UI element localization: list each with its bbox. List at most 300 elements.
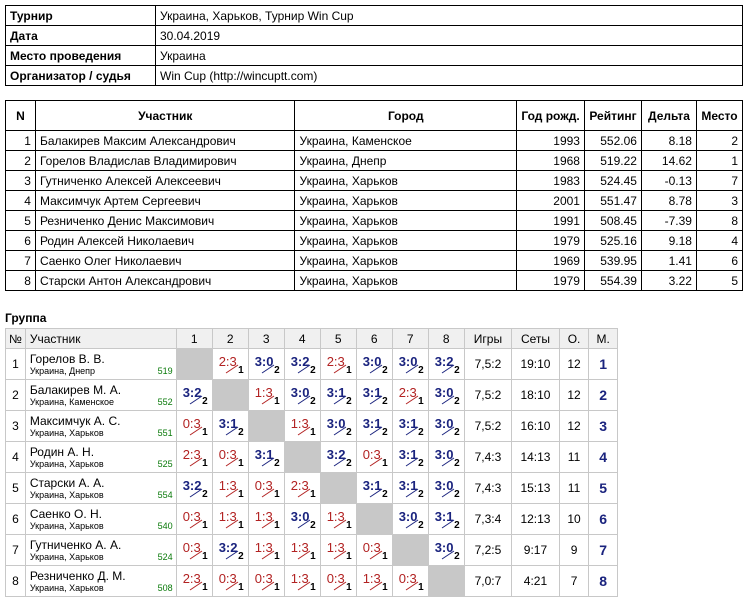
- group-player-rating: 519: [157, 365, 173, 376]
- group-player-name: Родин А. Н.: [29, 444, 95, 459]
- match-points: 1: [274, 551, 280, 562]
- match-result: [393, 411, 428, 441]
- group-points: 11: [559, 473, 589, 504]
- match-result-cell: [176, 566, 212, 597]
- match-points: 2: [346, 396, 352, 407]
- group-header-col-2: 2: [212, 329, 248, 349]
- match-result-cell: [212, 473, 248, 504]
- participant-birth-year: 1979: [517, 231, 585, 251]
- match-result-cell: [428, 473, 464, 504]
- group-header-col-3: 3: [248, 329, 284, 349]
- match-result-cell: [356, 535, 392, 566]
- group-player-info: [30, 583, 173, 594]
- match-points: 1: [202, 551, 208, 562]
- group-player-city: Украина, Харьков: [29, 489, 104, 500]
- match-result: [177, 473, 212, 503]
- match-score: 3:0: [434, 385, 454, 400]
- group-header-points: О.: [559, 329, 589, 349]
- match-result-cell: [356, 566, 392, 597]
- match-points: 1: [418, 396, 424, 407]
- participant-number: 5: [6, 211, 36, 231]
- match-score: 0:3: [398, 571, 417, 586]
- match-result-cell: [248, 504, 284, 535]
- match-result-cell: [284, 473, 320, 504]
- match-result: [393, 504, 428, 534]
- match-score: 3:1: [254, 447, 274, 462]
- match-result: [213, 349, 248, 379]
- match-points: 2: [382, 489, 388, 500]
- match-result-cell: [428, 411, 464, 442]
- group-diagonal-cell: [356, 504, 392, 535]
- group-player-rating: 508: [157, 582, 173, 593]
- group-player-info: [30, 521, 173, 532]
- participant-rating: 525.16: [584, 231, 641, 251]
- match-result-cell: [248, 473, 284, 504]
- match-score: 1:3: [362, 571, 381, 586]
- match-result: [177, 566, 212, 596]
- match-points: 2: [418, 365, 424, 376]
- group-player-rating: 524: [157, 551, 173, 562]
- group-player-rating: 554: [157, 489, 173, 500]
- match-points: 1: [346, 551, 352, 562]
- participant-row: [6, 211, 743, 231]
- group-place: 8: [589, 566, 618, 597]
- group-title: Группа: [5, 311, 47, 325]
- match-points: 1: [310, 489, 316, 500]
- match-points: 1: [346, 365, 352, 376]
- match-points: 2: [418, 427, 424, 438]
- match-result: [249, 380, 284, 410]
- group-player-rating: 551: [157, 427, 173, 438]
- match-score: 3:0: [326, 416, 346, 431]
- group-player-name: Гутниченко А. А.: [29, 537, 122, 552]
- match-points: 1: [202, 520, 208, 531]
- participant-name: Гутниченко Алексей Алексеевич: [35, 171, 295, 191]
- participant-birth-year: 1969: [517, 251, 585, 271]
- group-diagonal-cell: [392, 535, 428, 566]
- participant-city: Украина, Харьков: [295, 251, 517, 271]
- match-points: 2: [454, 427, 460, 438]
- participant-city: Украина, Харьков: [295, 271, 517, 291]
- group-player-name: Балакирев М. А.: [29, 382, 122, 397]
- match-points: 1: [310, 427, 316, 438]
- participant-birth-year: 2001: [517, 191, 585, 211]
- match-score: 3:2: [290, 354, 310, 369]
- group-points: 12: [559, 411, 589, 442]
- info-row-date: [6, 26, 743, 46]
- info-label: Место проведения: [6, 46, 156, 66]
- header-city: Город: [295, 101, 517, 131]
- group-header-number: №: [6, 329, 26, 349]
- match-score: 1:3: [290, 540, 309, 555]
- match-score: 3:0: [398, 509, 418, 524]
- participant-rating: 539.95: [584, 251, 641, 271]
- match-score: 3:0: [434, 447, 454, 462]
- group-player-name: Горелов В. В.: [29, 351, 105, 366]
- group-player-info: [30, 428, 173, 439]
- match-result-cell: [248, 535, 284, 566]
- info-row-organizer: [6, 66, 743, 86]
- group-games: 7,2:5: [464, 535, 512, 566]
- group-games: 7,4:3: [464, 442, 512, 473]
- participant-birth-year: 1983: [517, 171, 585, 191]
- match-result-cell: [428, 442, 464, 473]
- group-header-col-7: 7: [392, 329, 428, 349]
- match-score: 3:1: [362, 478, 382, 493]
- match-result: [357, 442, 392, 472]
- group-player-name: Максимчук А. С.: [29, 413, 121, 428]
- match-result-cell: [284, 411, 320, 442]
- match-score: 3:2: [182, 478, 202, 493]
- match-score: 3:0: [434, 416, 454, 431]
- group-header-sets: Сеты: [512, 329, 560, 349]
- group-player: [25, 535, 176, 566]
- match-result: [393, 349, 428, 379]
- match-score: 3:0: [290, 509, 310, 524]
- match-result-cell: [176, 380, 212, 411]
- match-result: [177, 380, 212, 410]
- match-result: [321, 504, 356, 534]
- match-points: 2: [454, 520, 460, 531]
- participant-name: Родин Алексей Николаевич: [35, 231, 295, 251]
- participant-name: Максимчук Артем Сергеевич: [35, 191, 295, 211]
- match-result-cell: [428, 535, 464, 566]
- match-score: 0:3: [362, 447, 381, 462]
- group-player-city: Украина, Харьков: [29, 427, 104, 438]
- match-result-cell: [176, 504, 212, 535]
- match-result: [321, 566, 356, 596]
- match-result: [285, 380, 320, 410]
- match-result-cell: [392, 349, 428, 380]
- group-player-rating: 525: [157, 458, 173, 469]
- match-score: 1:3: [218, 509, 237, 524]
- match-points: 1: [202, 458, 208, 469]
- group-sets: 12:13: [512, 504, 560, 535]
- participant-rating: 551.47: [584, 191, 641, 211]
- match-points: 2: [418, 458, 424, 469]
- group-player-name: Саенко О. Н.: [29, 506, 102, 521]
- match-score: 2:3: [218, 354, 237, 369]
- match-score: 3:2: [182, 385, 202, 400]
- group-header-col-1: 1: [176, 329, 212, 349]
- match-score: 1:3: [290, 416, 309, 431]
- group-games: 7,3:4: [464, 504, 512, 535]
- header-delta: Дельта: [641, 101, 696, 131]
- group-sets: 16:10: [512, 411, 560, 442]
- group-diagonal-cell: [176, 349, 212, 380]
- group-row: [6, 566, 618, 597]
- match-result-cell: [284, 380, 320, 411]
- group-player-city: Украина, Харьков: [29, 520, 104, 531]
- match-result-cell: [392, 411, 428, 442]
- tournament-info-table: [5, 5, 743, 86]
- match-result: [285, 504, 320, 534]
- match-result-cell: [356, 442, 392, 473]
- match-result-cell: [248, 380, 284, 411]
- participant-row: [6, 151, 743, 171]
- group-body: [6, 349, 618, 597]
- match-result: [429, 442, 464, 472]
- match-result-cell: [176, 473, 212, 504]
- group-place: 4: [589, 442, 618, 473]
- match-points: 2: [418, 489, 424, 500]
- match-score: 3:1: [326, 385, 346, 400]
- info-value: 30.04.2019: [156, 26, 743, 46]
- match-points: 2: [382, 427, 388, 438]
- match-score: 3:0: [398, 354, 418, 369]
- participant-place: 1: [696, 151, 742, 171]
- match-result: [249, 566, 284, 596]
- group-diagonal-cell: [428, 566, 464, 597]
- participant-number: 8: [6, 271, 36, 291]
- participants-body: [6, 131, 743, 291]
- info-value: Украина: [156, 46, 743, 66]
- match-result-cell: [392, 380, 428, 411]
- group-points: 12: [559, 380, 589, 411]
- match-result-cell: [428, 380, 464, 411]
- group-diagonal-cell: [320, 473, 356, 504]
- header-number: N: [6, 101, 36, 131]
- match-result: [393, 473, 428, 503]
- match-result: [393, 566, 428, 596]
- match-result-cell: [212, 411, 248, 442]
- match-score: 0:3: [182, 540, 201, 555]
- match-result: [321, 535, 356, 565]
- header-birth-year: Год рожд.: [517, 101, 585, 131]
- participant-name: Резниченко Денис Максимович: [35, 211, 295, 231]
- match-result: [177, 442, 212, 472]
- group-header-col-8: 8: [428, 329, 464, 349]
- group-player-info: [30, 459, 173, 470]
- match-points: 2: [238, 551, 244, 562]
- group-place: 5: [589, 473, 618, 504]
- match-result: [429, 411, 464, 441]
- match-result-cell: [248, 349, 284, 380]
- group-diagonal-cell: [248, 411, 284, 442]
- match-result: [249, 535, 284, 565]
- group-player-info: [30, 490, 173, 501]
- group-place: 1: [589, 349, 618, 380]
- group-row-number: 2: [6, 380, 26, 411]
- participant-city: Украина, Днепр: [295, 151, 517, 171]
- match-score: 3:0: [434, 540, 454, 555]
- participant-number: 7: [6, 251, 36, 271]
- match-score: 0:3: [182, 416, 201, 431]
- group-player-city: Украина, Харьков: [29, 582, 104, 593]
- match-result-cell: [428, 504, 464, 535]
- participant-place: 7: [696, 171, 742, 191]
- match-result: [393, 380, 428, 410]
- group-player: [25, 442, 176, 473]
- participant-delta: -7.39: [641, 211, 696, 231]
- match-result-cell: [284, 535, 320, 566]
- match-result-cell: [356, 380, 392, 411]
- participant-birth-year: 1979: [517, 271, 585, 291]
- match-result: [429, 380, 464, 410]
- match-score: 3:2: [434, 354, 454, 369]
- participant-city: Украина, Харьков: [295, 211, 517, 231]
- info-value: Украина, Харьков, Турнир Win Cup: [156, 6, 743, 26]
- match-result: [285, 535, 320, 565]
- header-participant: Участник: [35, 101, 295, 131]
- group-player-city: Украина, Днепр: [29, 365, 96, 376]
- participant-place: 3: [696, 191, 742, 211]
- match-score: 1:3: [254, 509, 273, 524]
- participant-rating: 552.06: [584, 131, 641, 151]
- match-points: 2: [346, 427, 352, 438]
- match-points: 1: [310, 582, 316, 593]
- group-points: 11: [559, 442, 589, 473]
- match-result: [429, 473, 464, 503]
- match-result-cell: [356, 473, 392, 504]
- group-diagonal-cell: [284, 442, 320, 473]
- group-games: 7,5:2: [464, 411, 512, 442]
- participant-place: 2: [696, 131, 742, 151]
- match-score: 0:3: [326, 571, 345, 586]
- match-result-cell: [248, 442, 284, 473]
- group-header-col-4: 4: [284, 329, 320, 349]
- participant-row: [6, 131, 743, 151]
- participants-table: [5, 100, 743, 291]
- match-points: 1: [202, 582, 208, 593]
- group-sets: 18:10: [512, 380, 560, 411]
- participant-number: 3: [6, 171, 36, 191]
- match-points: 2: [202, 489, 208, 500]
- match-result: [213, 535, 248, 565]
- match-points: 1: [382, 582, 388, 593]
- group-row: [6, 473, 618, 504]
- group-header-participant: Участник: [25, 329, 176, 349]
- match-result-cell: [392, 442, 428, 473]
- match-result: [357, 566, 392, 596]
- match-points: 1: [274, 396, 280, 407]
- group-row: [6, 380, 618, 411]
- match-result-cell: [356, 349, 392, 380]
- match-result: [357, 349, 392, 379]
- group-row-number: 1: [6, 349, 26, 380]
- match-points: 2: [454, 365, 460, 376]
- match-points: 1: [382, 458, 388, 469]
- group-row: [6, 442, 618, 473]
- group-sets: 9:17: [512, 535, 560, 566]
- participant-name: Балакирев Максим Александрович: [35, 131, 295, 151]
- group-header-place: М.: [589, 329, 618, 349]
- match-points: 2: [274, 365, 280, 376]
- group-games: 7,4:3: [464, 473, 512, 504]
- match-score: 3:2: [326, 447, 346, 462]
- group-player-rating: 540: [157, 520, 173, 531]
- match-score: 3:2: [218, 540, 238, 555]
- match-result-cell: [428, 349, 464, 380]
- match-result: [357, 473, 392, 503]
- participant-row: [6, 191, 743, 211]
- match-points: 2: [310, 365, 316, 376]
- match-result: [249, 442, 284, 472]
- match-result: [429, 349, 464, 379]
- match-points: 1: [238, 582, 244, 593]
- participant-delta: 1.41: [641, 251, 696, 271]
- participant-rating: 524.45: [584, 171, 641, 191]
- group-row-number: 8: [6, 566, 26, 597]
- match-score: 3:1: [398, 447, 418, 462]
- group-player-city: Украина, Харьков: [29, 458, 104, 469]
- match-score: 2:3: [182, 571, 201, 586]
- group-player-city: Украина, Каменское: [29, 396, 115, 407]
- participant-city: Украина, Харьков: [295, 191, 517, 211]
- match-result: [321, 442, 356, 472]
- group-row-number: 6: [6, 504, 26, 535]
- match-result-cell: [284, 349, 320, 380]
- group-player-city: Украина, Харьков: [29, 551, 104, 562]
- group-place: 2: [589, 380, 618, 411]
- group-player-info: [30, 397, 173, 408]
- match-score: 0:3: [218, 571, 237, 586]
- match-result-cell: [356, 411, 392, 442]
- match-points: 2: [454, 489, 460, 500]
- match-result: [285, 411, 320, 441]
- participant-row: [6, 231, 743, 251]
- participant-name: Саенко Олег Николаевич: [35, 251, 295, 271]
- match-points: 1: [346, 582, 352, 593]
- match-points: 2: [454, 396, 460, 407]
- participant-place: 8: [696, 211, 742, 231]
- participant-rating: 519.22: [584, 151, 641, 171]
- match-result-cell: [320, 535, 356, 566]
- group-place: 6: [589, 504, 618, 535]
- match-result: [357, 380, 392, 410]
- participant-place: 4: [696, 231, 742, 251]
- match-result-cell: [320, 411, 356, 442]
- participant-rating: 554.39: [584, 271, 641, 291]
- match-score: 0:3: [254, 478, 273, 493]
- match-result: [321, 349, 356, 379]
- match-result: [357, 411, 392, 441]
- group-sets: 4:21: [512, 566, 560, 597]
- match-score: 3:0: [362, 354, 382, 369]
- match-result: [429, 504, 464, 534]
- match-score: 2:3: [326, 354, 345, 369]
- match-result-cell: [176, 535, 212, 566]
- match-points: 1: [382, 551, 388, 562]
- match-result-cell: [284, 504, 320, 535]
- group-place: 3: [589, 411, 618, 442]
- group-games: 7,5:2: [464, 349, 512, 380]
- match-score: 0:3: [218, 447, 237, 462]
- match-score: 3:0: [434, 478, 454, 493]
- match-result-cell: [212, 504, 248, 535]
- group-player: [25, 349, 176, 380]
- participant-birth-year: 1991: [517, 211, 585, 231]
- match-result-cell: [248, 566, 284, 597]
- header-place: Место: [696, 101, 742, 131]
- match-result: [213, 473, 248, 503]
- match-score: 0:3: [182, 509, 201, 524]
- participant-number: 6: [6, 231, 36, 251]
- match-score: 1:3: [254, 540, 273, 555]
- group-sets: 19:10: [512, 349, 560, 380]
- match-points: 2: [238, 427, 244, 438]
- group-player: [25, 473, 176, 504]
- match-score: 1:3: [290, 571, 309, 586]
- participant-birth-year: 1993: [517, 131, 585, 151]
- participant-delta: 14.62: [641, 151, 696, 171]
- info-label: Дата: [6, 26, 156, 46]
- match-score: 2:3: [398, 385, 417, 400]
- group-player: [25, 411, 176, 442]
- group-points: 12: [559, 349, 589, 380]
- match-result-cell: [392, 473, 428, 504]
- match-points: 2: [382, 365, 388, 376]
